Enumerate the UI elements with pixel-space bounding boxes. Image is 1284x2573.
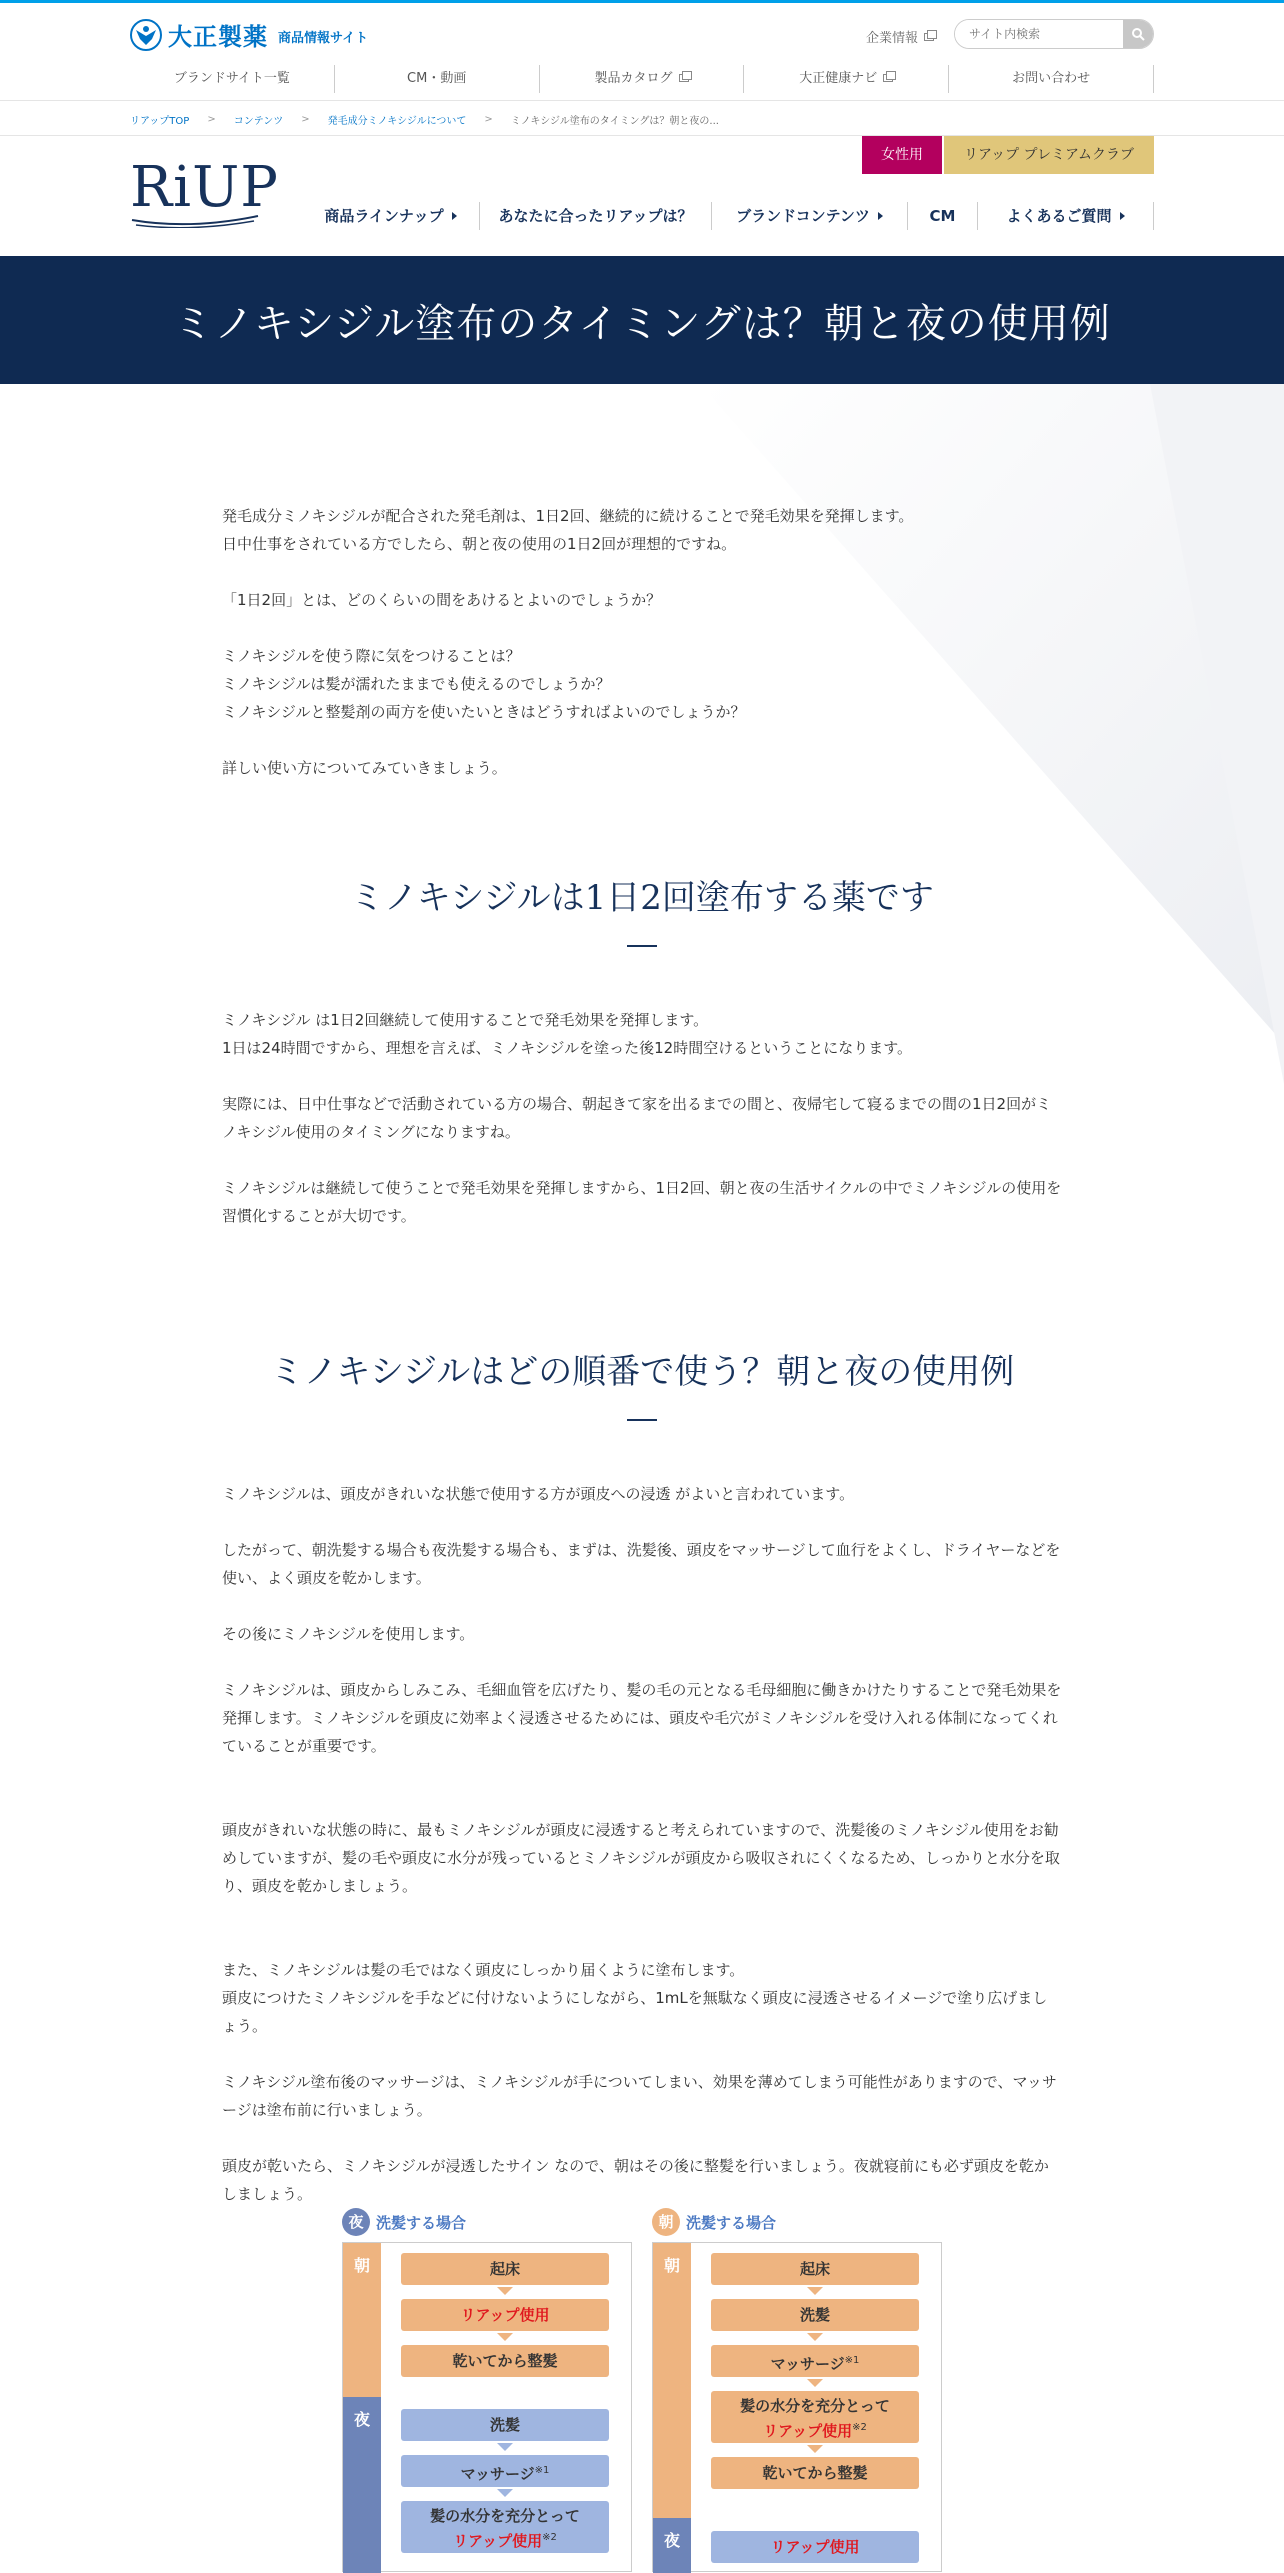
corporate-info-link[interactable]	[866, 27, 934, 46]
search-button[interactable]	[1123, 20, 1153, 48]
intro-paragraph-1	[222, 502, 1062, 558]
breadcrumb-separator: >	[207, 113, 216, 125]
caret-right-icon	[452, 212, 457, 220]
arrow-down-icon	[497, 2489, 513, 2497]
corp-nav-label: CM・動画	[407, 71, 467, 86]
section2-paragraph-4: ミノキシジルは、頭皮からしみこみ、毛細血管を広げたり、髪の毛の元となる毛母細胞に働きかけたりすることで発毛効果を発揮します。ミノキシジルを頭皮に効率よく浸透させるためには、頭皮や毛穴がミノキシジルを受け入れる体制になってくれていることが重要です。	[222, 1681, 1062, 1755]
text-line: ミノキシジルを使う際に気をつけることは？	[222, 647, 521, 665]
breadcrumb-separator: >	[484, 113, 493, 125]
text-line: ミノキシジルは髪が濡れたままでも使えるのでしょうか？	[222, 675, 611, 693]
section2-paragraph-5: 頭皮がきれいな状態の時に、最もミノキシジルが頭皮に浸透すると考えられていますので、洗髪後のミノキシジル使用をお勧めしていますが、髪の毛や頭皮に水分が残っているとミノキシジルが頭皮から吸収されにくくなるため、しっかりと水分を取り、頭皮を乾かしましょう。	[222, 1821, 1060, 1895]
section1-heading-rule	[627, 945, 657, 947]
brand-nav-faq[interactable]	[978, 202, 1154, 230]
flow-morning-title: 洗髪する場合	[686, 2213, 777, 2232]
corp-nav-brand-sites[interactable]	[130, 65, 335, 93]
intro-paragraph-2: 「1日2回」とは、どのくらいの間をあけるとよいのでしょうか？	[222, 591, 662, 609]
premium-club-button[interactable]: リアップ プレミアムクラブ	[944, 136, 1154, 174]
corp-nav-health-navi[interactable]	[744, 65, 949, 93]
search-icon	[1131, 27, 1145, 41]
breadcrumb	[130, 101, 719, 137]
step-massage	[711, 2345, 919, 2377]
text-line: 日中仕事をされている方でしたら、朝と夜の使用の1日2回が理想的ですね。	[222, 535, 737, 553]
section2-heading-rule	[627, 1419, 657, 1421]
intro-paragraph-3	[222, 642, 1062, 726]
night-badge: 夜	[342, 2208, 370, 2236]
breadcrumb-link-contents[interactable]: コンテンツ	[233, 115, 284, 127]
riup-logo[interactable]	[130, 155, 279, 220]
corp-nav-label: ブランドサイト一覧	[173, 71, 290, 86]
corporate-logo[interactable]	[130, 17, 368, 52]
text-line: また、ミノキシジルは髪の毛ではなく頭皮にしっかり届くように塗布します。	[222, 1961, 745, 1979]
step-wake-up: 起床	[401, 2253, 609, 2285]
morning-side-label: 朝	[343, 2243, 381, 2397]
breadcrumb-current: ミノキシジル塗布のタイミングは？朝と夜の...	[510, 115, 719, 127]
corp-nav-label: 大正健康ナビ	[799, 71, 878, 86]
step-label: 髪の水分を充分とって	[740, 2397, 890, 2415]
flow-night-frame	[342, 2242, 632, 2572]
section1-paragraph-1	[222, 1006, 1062, 1062]
swoosh-icon	[130, 214, 260, 228]
section2-paragraph-3: その後にミノキシジルを使用します。	[222, 1625, 475, 1643]
flow-morning-header	[652, 2208, 776, 2236]
morning-badge: 朝	[652, 2208, 680, 2236]
step-shampoo: 洗髪	[711, 2299, 919, 2331]
text-line: ミノキシジル は1日2回継続して使用することで発毛効果を発揮します。	[222, 1011, 709, 1029]
arrow-down-icon	[497, 2333, 513, 2341]
breadcrumb-separator: >	[301, 113, 310, 125]
step-dry-and-use	[711, 2391, 919, 2443]
brand-nav-recommend[interactable]	[480, 202, 712, 230]
page-title: ミノキシジル塗布のタイミングは？朝と夜の使用例	[173, 300, 1111, 347]
section2-heading: ミノキシジルはどの順番で使う？朝と夜の使用例	[269, 1352, 1015, 1392]
text-line: 1日は24時間ですから、理想を言えば、ミノキシジルを塗った後12時間空けるということになります。	[222, 1039, 913, 1057]
site-search	[954, 19, 1154, 49]
background-decoration	[0, 384, 1284, 1084]
corporate-name: 大正製薬	[168, 22, 268, 51]
section1-paragraph-3: ミノキシジルは継続して使うことで発毛効果を発揮しますから、1日2回、朝と夜の生活サイクルの中でミノキシジルの使用を習慣化することが大切です。	[222, 1179, 1062, 1225]
section2-paragraph-1: ミノキシジルは、頭皮がきれいな状態で使用する方が頭皮への浸透 がよいと言われています。	[222, 1485, 855, 1503]
eagle-logo-icon	[130, 19, 162, 51]
step-riup-use: リアップ使用	[401, 2299, 609, 2331]
breadcrumb-link-top[interactable]: リアップTOP	[130, 115, 190, 127]
arrow-down-icon	[807, 2287, 823, 2295]
step-riup-use: リアップ使用	[711, 2531, 919, 2563]
hero-banner	[0, 256, 1284, 384]
step-dry-and-use	[401, 2501, 609, 2553]
external-link-icon	[883, 74, 893, 82]
flow-night-header	[342, 2208, 466, 2236]
brand-nav-label: ブランドコンテンツ	[736, 207, 870, 225]
footnote-mark: ※2	[542, 2532, 557, 2543]
section2-paragraph-6	[222, 1956, 1062, 2040]
arrow-down-icon	[497, 2443, 513, 2451]
corp-nav-catalog[interactable]	[540, 65, 745, 93]
night-side-label: 夜	[343, 2397, 381, 2573]
step-label: マッサージ	[460, 2465, 535, 2483]
arrow-down-icon	[807, 2445, 823, 2453]
caret-right-icon	[878, 212, 883, 220]
corp-nav-label: 製品カタログ	[594, 71, 673, 86]
text-line: ミノキシジルと整髪剤の両方を使いたいときはどうすればよいのでしょうか？	[222, 703, 746, 721]
step-label: 髪の水分を充分とって	[430, 2507, 580, 2525]
corporate-header	[0, 3, 1284, 100]
brand-nav-lineup[interactable]	[302, 202, 480, 230]
breadcrumb-link-minoxidil[interactable]: 発毛成分ミノキシジルについて	[327, 115, 467, 127]
step-style-after-dry: 乾いてから整髪	[711, 2457, 919, 2489]
riup-logo-text: RiUP	[130, 155, 279, 220]
step-label-highlight: リアップ使用	[453, 2532, 543, 2550]
section2-paragraph-8: 頭皮が乾いたら、ミノキシジルが浸透したサイン なので、朝はその後に整髪を行いましょう。夜就寝前にも必ず頭皮を乾かしましょう。	[222, 2157, 1049, 2203]
step-wake-up: 起床	[711, 2253, 919, 2285]
footnote-mark: ※1	[534, 2465, 550, 2476]
external-link-icon	[679, 74, 689, 82]
step-label: マッサージ	[770, 2355, 845, 2373]
arrow-down-icon	[807, 2333, 823, 2341]
flow-night-wash	[342, 2208, 632, 2568]
section1-heading: ミノキシジルは1日2回塗布する薬です	[350, 878, 934, 918]
corp-nav-label: お問い合わせ	[1012, 71, 1091, 86]
brand-nav-cm[interactable]	[908, 202, 978, 230]
section2-paragraph-2: したがって、朝洗髪する場合も夜洗髪する場合も、まずは、洗髪後、頭皮をマッサージして血行をよくし、ドライヤーなどを使い、よく頭皮を乾かします。	[222, 1541, 1061, 1587]
morning-side-label: 朝	[653, 2243, 691, 2518]
flow-night-title: 洗髪する場合	[376, 2213, 467, 2232]
text-line: 頭皮につけたミノキシジルを手などに付けないようにしながら、1mLを無駄なく頭皮に浸透させるイメージで塗り広げましょう。	[222, 1989, 1048, 2035]
corporate-nav	[130, 65, 1154, 93]
flow-morning-wash	[652, 2208, 942, 2568]
arrow-down-icon	[807, 2379, 823, 2387]
brand-nav-label: あなたに合ったリアップは？	[498, 207, 693, 225]
brand-nav-contents[interactable]	[712, 202, 908, 230]
womens-button[interactable]: 女性用	[862, 136, 942, 174]
footnote-mark: ※2	[852, 2422, 867, 2433]
corporate-info-label: 企業情報	[866, 31, 919, 46]
footnote-mark: ※1	[844, 2355, 860, 2366]
step-massage	[401, 2455, 609, 2487]
text-line: 発毛成分ミノキシジルが配合された発毛剤は、1日2回、継続的に続けることで発毛効果を発揮します。	[222, 507, 914, 525]
brand-nav-label: 商品ラインナップ	[324, 207, 444, 225]
corporate-subtitle: 商品情報サイト	[278, 31, 369, 46]
corp-nav-cm-video[interactable]	[335, 65, 540, 93]
corp-nav-contact[interactable]	[949, 65, 1154, 93]
caret-right-icon	[1120, 212, 1125, 220]
brand-nav-label: CM	[929, 207, 956, 225]
external-link-icon	[924, 33, 934, 41]
brand-nav-label: よくあるご質問	[1006, 207, 1112, 225]
step-shampoo: 洗髪	[401, 2409, 609, 2441]
night-side-label: 夜	[653, 2518, 691, 2573]
section1-paragraph-2: 実際には、日中仕事などで活動されている方の場合、朝起きて家を出るまでの間と、夜帰宅して寝るまでの間の1日2回がミノキシジル使用のタイミングになりますね。	[222, 1095, 1052, 1141]
intro-paragraph-4: 詳しい使い方についてみていきましょう。	[222, 759, 507, 777]
flow-morning-frame	[652, 2242, 942, 2572]
step-style-after-dry: 乾いてから整髪	[401, 2345, 609, 2377]
arrow-down-icon	[497, 2287, 513, 2295]
search-input[interactable]	[955, 20, 1123, 48]
brand-nav	[302, 202, 1154, 230]
step-label-highlight: リアップ使用	[763, 2422, 853, 2440]
section2-paragraph-7: ミノキシジル塗布後のマッサージは、ミノキシジルが手についてしまい、効果を薄めてしまう可能性がありますので、マッサージは塗布前に行いましょう。	[222, 2073, 1057, 2119]
brand-header	[0, 136, 1284, 256]
breadcrumb-bar	[0, 100, 1284, 136]
